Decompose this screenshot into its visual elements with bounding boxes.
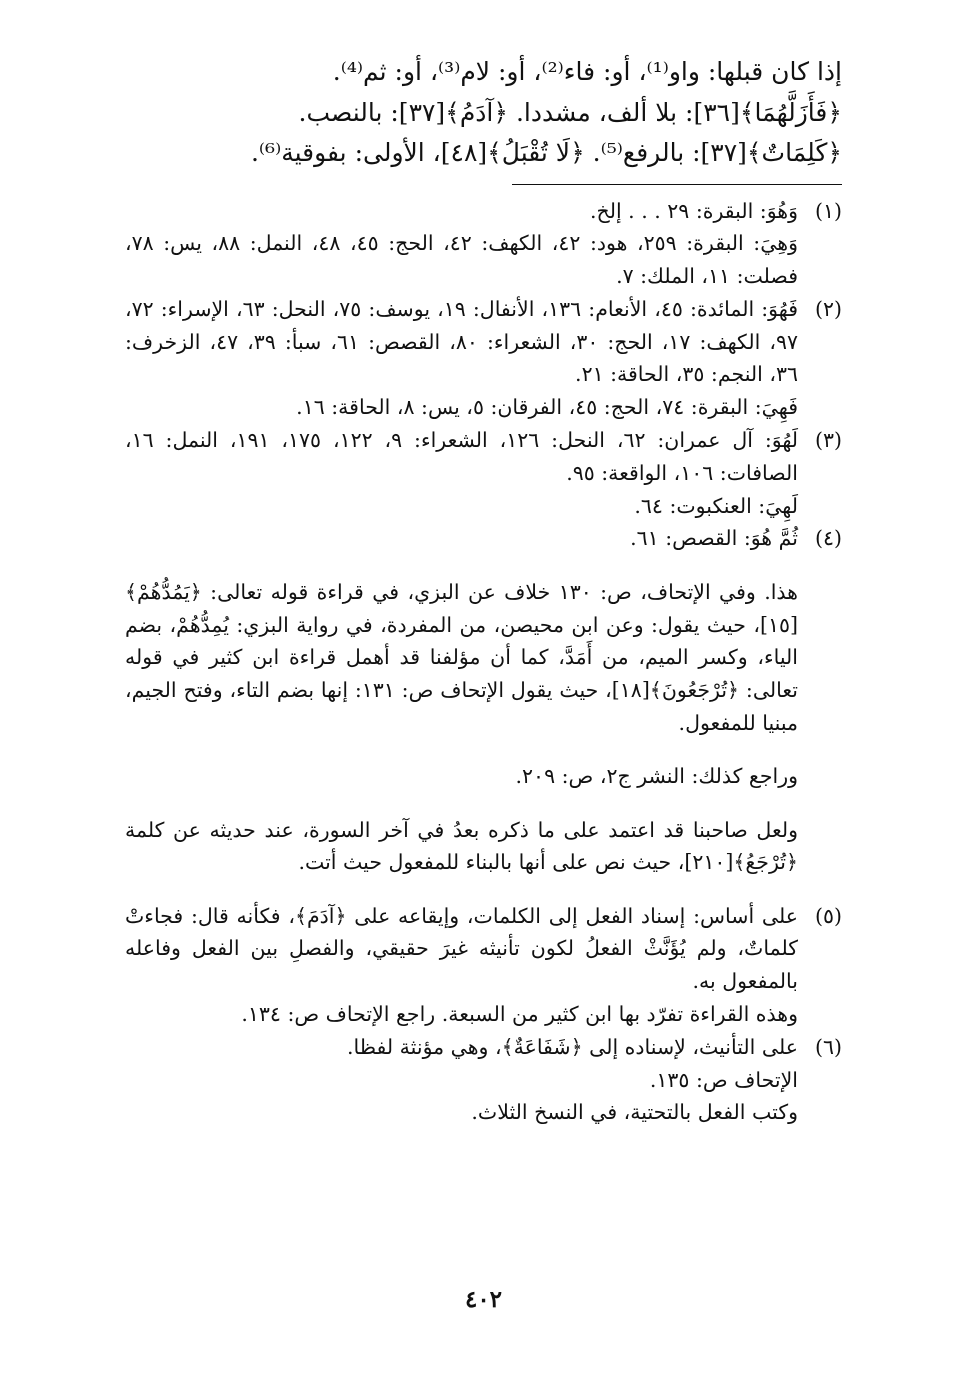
footnote-paragraph: وراجع كذلك: النشر ج٢، ص: ٢٠٩.	[515, 764, 798, 789]
footnote-number: (٥)	[814, 903, 842, 928]
page-body	[125, 52, 842, 1129]
footnote-6	[125, 1031, 842, 1129]
footnote-paragraph: ثُمَّ هُوَ: القصص: ٦١.	[630, 526, 798, 551]
footnote-1	[125, 195, 842, 293]
footnote-4-continuation	[125, 576, 842, 879]
footnote-5	[125, 900, 842, 1031]
footnote-2	[125, 293, 842, 424]
main-text	[125, 52, 842, 174]
footnote-number: (٣)	[814, 428, 842, 453]
footnote-paragraph: وكتب الفعل بالتحتية، في النسخ الثلاث.	[471, 1100, 798, 1125]
footnote-paragraph: فَهِيَ: البقرة: ٧٤، الحج: ٤٥، الفرقان: ٥، يس: ٨، الحاقة: ١٦.	[296, 395, 798, 420]
footnote-paragraph: على أساس: إسناد الفعل إلى الكلمات، وإيقاعه على ﴿آدَمَ﴾، فكأنه قال: فجاءتْ كلماتٌ، ولم يُؤَنَّثْ الفعلُ لكون تأنيثه غيرَ حقيقي، والفصلِ بين الفعل وفاعله بالمفعول به.	[125, 903, 798, 994]
footnote-paragraph: ولعل صاحبنا قد اعتمد على ما ذكره بعدُ في آخر السورة، عند حديثه عن كلمة ﴿تُرْجَعُ﴾[٢١٠]، حيث نص على أنها بالبناء للمفعول حيث أتت.	[125, 817, 798, 875]
footnote-paragraph: وَهِيَ: البقرة: ٢٥٩، هود: ٤٢، الكهف: ٤٢، الحج: ٤٥، ٤٨، النمل: ٨٨، يس: ٧٨، فصلت: ١١، الملك: ٧.	[125, 231, 798, 289]
footnote-paragraph: وَهُوَ: البقرة: ٢٩ . . . إلخ.	[589, 198, 798, 223]
footnote-paragraph: على التأنيث، لإسناده إلى ﴿شَفَاعَةٌ﴾، وهي مؤنثة لفظا.	[346, 1034, 798, 1059]
footnote-paragraph: هذا. وفي الإتحاف، ص: ١٣٠ خلاف عن البزي، في قراءة قوله تعالى: ﴿يَمُدُّهُمْ﴾[١٥]، حيث يقول: وعن ابن محيصن، من المفردة، في رواية البزي: يُمِدُّهُمْ، بضم الياء، وكسر الميم، من أَمَدَّ، كما أن مؤلفنا قد أهمل قراءة ابن كثير في قوله تعالى: ﴿تُرْجَعُونَ﴾[١٨]، حيث يقول الإتحاف ص: ١٣١: إنها بضم التاء، وفتح الجيم، مبنيا للمفعول.	[125, 579, 798, 735]
footnote-number: (١)	[814, 198, 842, 223]
footnotes	[125, 195, 842, 1130]
footnote-separator	[512, 184, 842, 185]
footnote-paragraph: الإتحاف ص: ١٣٥.	[649, 1067, 798, 1092]
footnote-paragraph: فَهُوَ: المائدة: ٤٥، الأنعام: ١٣٦، الأنفال: ١٩، يوسف: ٧٥، النحل: ٦٣، الإسراء: ٧٢، ٩٧، الكهف: ١٧، الحج: ٣٠، الشعراء: ٨٠، القصص: ٦١، سبأ: ٣٩، ٤٧، الزخرف: ٣٦، النجم: ٣٥، الحاقة: ٢١.	[125, 296, 799, 387]
footnote-paragraph: لَهِيَ: العنكبوت: ٦٤.	[634, 493, 798, 518]
footnote-number: (٤)	[814, 526, 842, 551]
page-number: ٤٠٢	[464, 1286, 503, 1313]
main-line: إذا كان قبلها: واو⁽¹⁾، أو: فاء⁽²⁾، أو: لام⁽³⁾، أو: ثم⁽⁴⁾.	[332, 57, 842, 86]
footnote-3	[125, 424, 842, 522]
footnote-number: (٦)	[814, 1034, 842, 1059]
main-line: ﴿فَأَزَلَّهُمَا﴾[٣٦]: بلا ألف، مشددا. ﴿آدَمُ﴾[٣٧]: بالنصب.	[298, 97, 842, 127]
footnote-number: (٢)	[814, 296, 842, 321]
footnote-4	[125, 522, 842, 555]
footnote-paragraph: وهذه القراءة تفرّد بها ابن كثير من السبعة. راجع الإتحاف ص: ١٣٤.	[241, 1002, 798, 1027]
main-line: ﴿كَلِمَاتٌ﴾[٣٧]: بالرفع⁽⁵⁾. ﴿لَا تُقْبَلُ﴾[٤٨]، الأولى: بفوقية⁽⁶⁾.	[250, 138, 842, 167]
footnote-paragraph: لَهُوَ: آل عمران: ٦٢، النحل: ١٢٦، الشعراء: ٩، ١٢٢، ١٧٥، ١٩١، النمل: ١٦، الصافات: ١٠٦، الواقعة: ٩٥.	[125, 428, 799, 485]
